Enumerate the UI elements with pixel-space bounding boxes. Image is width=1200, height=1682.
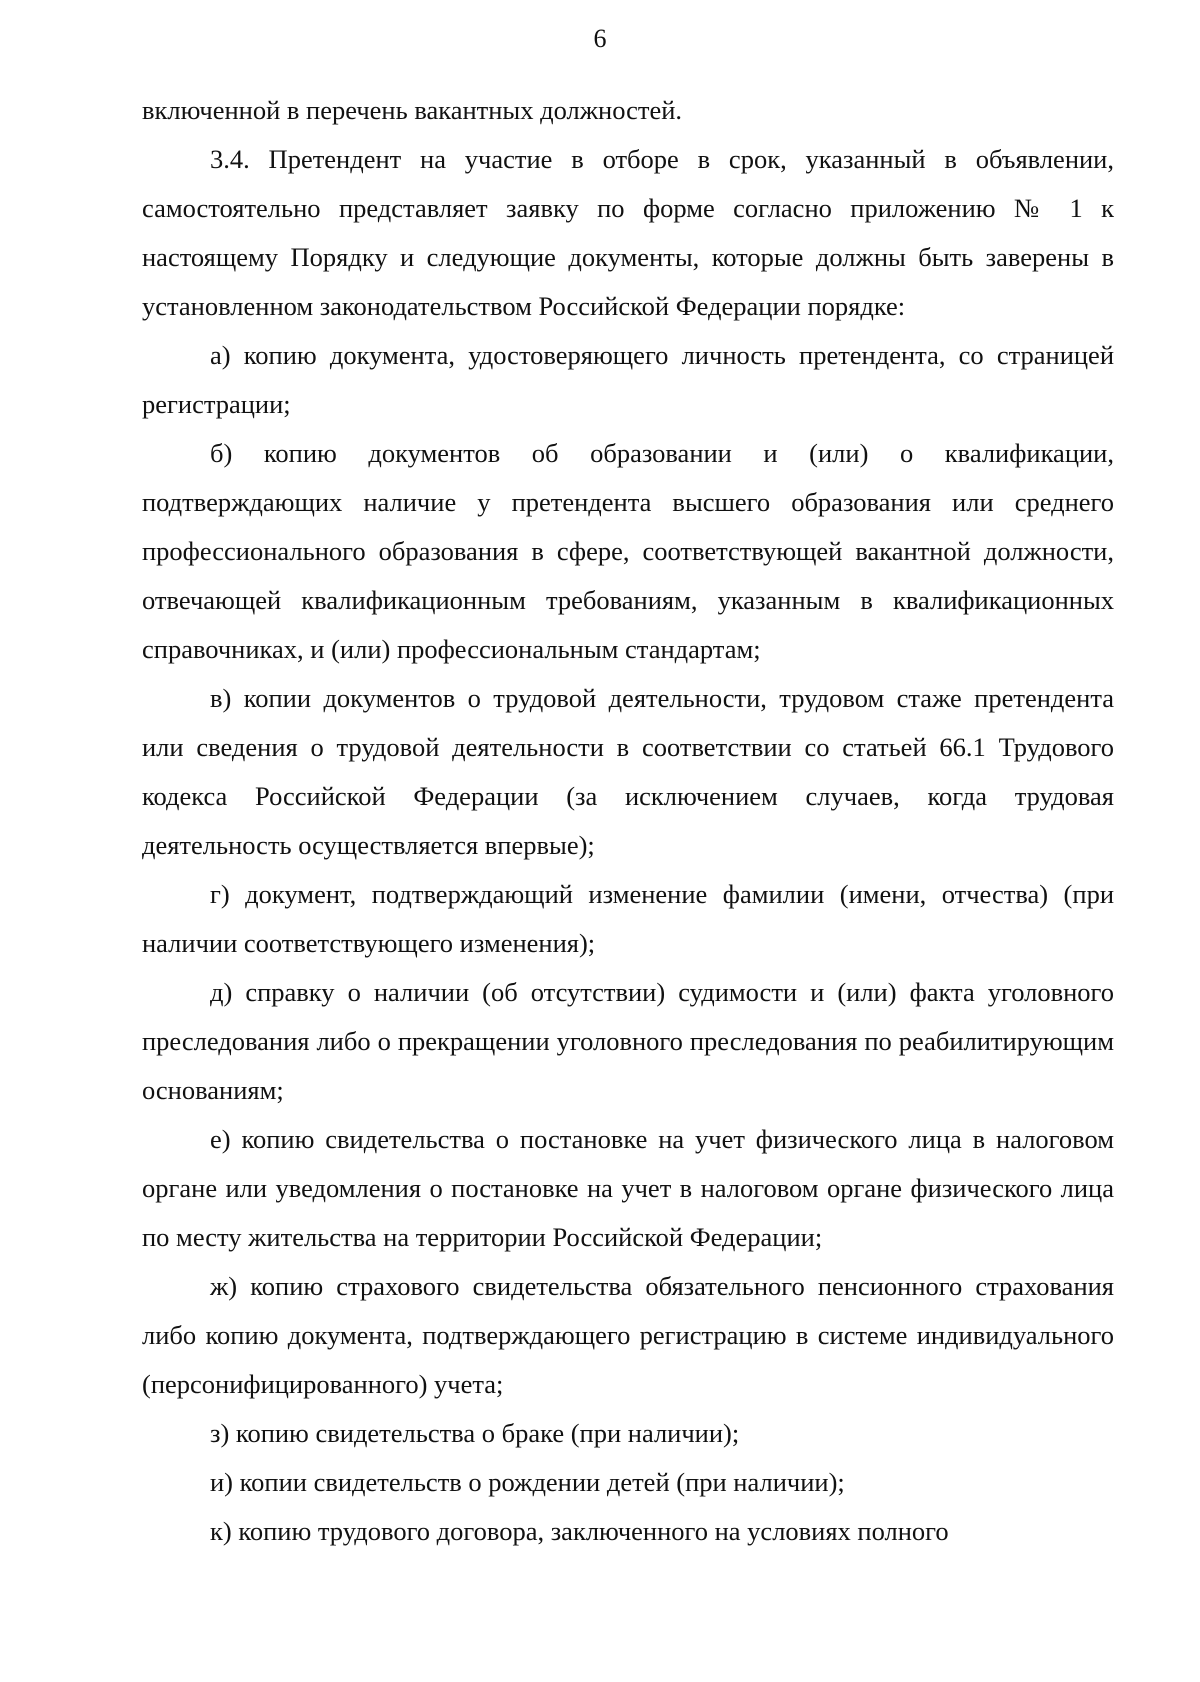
list-item-zh: ж) копию страхового свидетельства обязательного пенсионного страхования либо копию документа, подтверждающего регистрацию в системе индивидуального (персонифицированного) учета; (142, 1271, 1114, 1399)
page-number: 6 (593, 24, 607, 53)
paragraph-continuation: включенной в перечень вакантных должностей. (142, 95, 683, 125)
list-item-d: д) справку о наличии (об отсутствии) судимости и (или) факта уголовного преследования либо о прекращении уголовного преследования по реабилитирующим основаниям; (142, 977, 1114, 1105)
list-item-i: и) копии свидетельств о рождении детей (при наличии); (210, 1467, 845, 1497)
document-body (142, 86, 1114, 1556)
list-item-g: г) документ, подтверждающий изменение фамилии (имени, отчества) (при наличии соответствующего изменения); (142, 879, 1114, 958)
list-item-v: в) копии документов о трудовой деятельности, трудовом стаже претендента или сведения о трудовой деятельности в соответствии со статьей 66.1 Трудового кодекса Российской Федерации (за исключением случаев, когда трудовая деятельность осуществляется впервые); (142, 683, 1114, 860)
list-item-z: з) копию свидетельства о браке (при наличии); (210, 1418, 740, 1448)
list-item-e: е) копию свидетельства о постановке на учет физического лица в налоговом органе или уведомления о постановке на учет в налоговом органе физического лица по месту жительства на территории Российской Федерации; (142, 1124, 1114, 1252)
paragraph-3-4: 3.4. Претендент на участие в отборе в срок, указанный в объявлении, самостоятельно представляет заявку по форме согласно приложению № 1 к настоящему Порядку и следующие документы, которые должны быть заверены в установленном законодательством Российской Федерации порядке: (142, 144, 1114, 321)
list-item-k: к) копию трудового договора, заключенного на условиях полного (210, 1516, 949, 1546)
list-item-b: б) копию документов об образовании и (или) о квалификации, подтверждающих наличие у претендента высшего образования или среднего профессионального образования в сфере, соответствующей вакантной должности, отвечающей квалификационным требованиям, указанным в квалификационных справочниках, и (или) профессиональным стандартам; (142, 438, 1114, 664)
list-item-a: а) копию документа, удостоверяющего личность претендента, со страницей регистрации; (142, 340, 1114, 419)
